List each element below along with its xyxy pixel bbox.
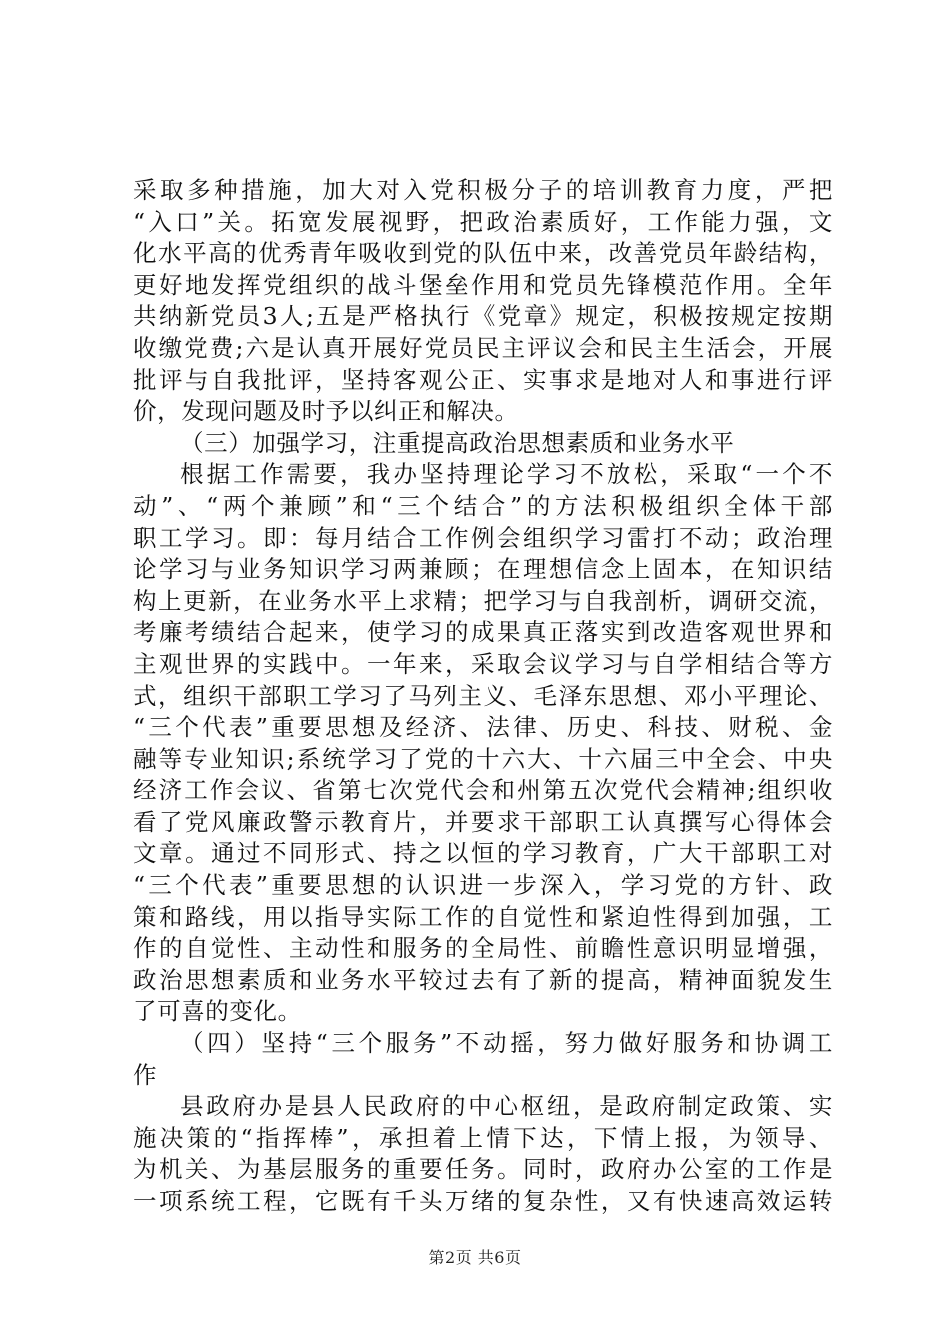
- text-line: 动”、“两个兼顾”和“三个结合”的方法积极组织全体干部: [133, 491, 833, 520]
- text-line: 价，发现问题及时予以纠正和解决。: [133, 397, 519, 426]
- text-line: “三个代表”重要思想及经济、法律、历史、科技、财税、金: [133, 713, 833, 742]
- text-line: 采取多种措施，加大对入党积极分子的培训教育力度，严把: [133, 176, 833, 204]
- text-line: 一项系统工程，它既有千头万绪的复杂性，又有快速高效运转: [133, 1187, 833, 1215]
- text-line: 政治思想素质和业务水平较过去有了新的提高，精神面貌发生: [133, 965, 833, 994]
- document-body: [133, 175, 833, 1218]
- text-line: 收缴党费;六是认真开展好党员民主评议会和民主生活会，开展: [133, 333, 833, 362]
- text-line: 职工学习。即：每月结合工作例会组织学习雷打不动；政治理: [133, 523, 833, 552]
- text-line: 经济工作会议、省第七次党代会和州第五次党代会精神;组织收: [133, 776, 833, 805]
- text-line: 构上更新，在业务水平上求精；把学习与自我剖析，调研交流，: [133, 586, 833, 615]
- text-line: 更好地发挥党组织的战斗堡垒作用和党员先锋模范作用。全年: [133, 270, 833, 299]
- text-line: 根据工作需要，我办坚持理论学习不放松，采取“一个不: [180, 460, 833, 489]
- text-line: 文章。通过不同形式、持之以恒的学习教育，广大干部职工对: [133, 839, 833, 868]
- text-line: （四）坚持“三个服务”不动摇，努力做好服务和协调工: [180, 1029, 833, 1058]
- text-line: 考廉考绩结合起来，使学习的成果真正落实到改造客观世界和: [133, 618, 833, 647]
- text-line: 作的自觉性、主动性和服务的全局性、前瞻性意识明显增强，: [133, 934, 833, 963]
- text-line: 施决策的“指挥棒”，承担着上情下达，下情上报，为领导、: [133, 1123, 833, 1152]
- text-line: 为机关、为基层服务的重要任务。同时，政府办公室的工作是: [133, 1155, 833, 1184]
- text-line: 批评与自我批评，坚持客观公正、实事求是地对人和事进行评: [133, 365, 833, 394]
- text-line: “三个代表”重要思想的认识进一步深入，学习党的方针、政: [133, 871, 833, 900]
- text-line: 式，组织干部职工学习了马列主义、毛泽东思想、邓小平理论、: [133, 681, 833, 710]
- text-line: 融等专业知识;系统学习了党的十六大、十六届三中全会、中央: [133, 744, 833, 773]
- text-line: 共纳新党员3人;五是严格执行《党章》规定，积极按规定按期: [133, 302, 833, 331]
- text-line: 县政府办是县人民政府的中心枢纽，是政府制定政策、实: [180, 1092, 833, 1121]
- text-line: 了可喜的变化。: [133, 997, 302, 1026]
- text-line: “入口”关。拓宽发展视野，把政治素质好，工作能力强，文: [133, 207, 833, 236]
- text-line: 化水平高的优秀青年吸收到党的队伍中来，改善党员年龄结构，: [133, 239, 833, 268]
- page-number-footer: 第2页 共6页: [428, 1248, 522, 1267]
- text-line: 看了党风廉政警示教育片，并要求干部职工认真撰写心得体会: [133, 807, 833, 836]
- text-line: 主观世界的实践中。一年来，采取会议学习与自学相结合等方: [133, 649, 833, 678]
- text-line: （三）加强学习，注重提高政治思想素质和业务水平: [180, 428, 735, 457]
- text-line: 策和路线，用以指导实际工作的自觉性和紧迫性得到加强，工: [133, 902, 833, 931]
- text-line: 论学习与业务知识学习两兼顾；在理想信念上固本，在知识结: [133, 555, 833, 584]
- text-line: 作: [133, 1060, 158, 1089]
